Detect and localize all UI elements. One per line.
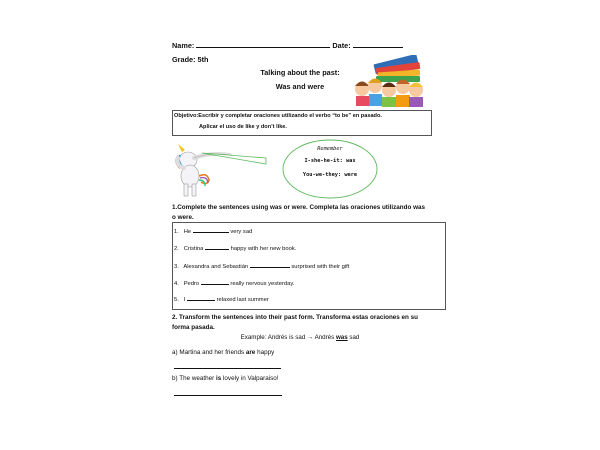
- sentence-start: I: [183, 297, 186, 303]
- item-b-start: b) The weather: [172, 375, 215, 382]
- example-original: Example: Andrés is sad: [240, 334, 306, 341]
- item-a-end: happy: [257, 349, 275, 356]
- name-blank[interactable]: [196, 40, 330, 48]
- exercise-1-instruction: 1.Complete the sentences using was or were. Completa las oraciones utilizando was o were.: [172, 204, 425, 221]
- grade-label: Grade: 5th: [172, 55, 209, 64]
- worksheet-title: Talking about the past:: [260, 68, 340, 77]
- kids-with-books-illustration: [352, 55, 432, 107]
- objective-text-2: Aplicar el uso de like y don’t like.: [199, 124, 287, 130]
- sentence-end: surprised with their gift: [291, 264, 350, 270]
- sentence-end: happy with her new book.: [230, 246, 297, 252]
- sentence-start: He: [183, 229, 192, 235]
- sentence-3: [174, 261, 349, 270]
- example-subject: Andrés: [314, 334, 335, 341]
- example-sentence: [172, 334, 428, 341]
- were-rule: You-we-they: were: [302, 172, 358, 178]
- answer-blank[interactable]: [201, 278, 229, 285]
- sentence-start: Pedro: [183, 281, 200, 287]
- sentence-end: relaxed last summer: [216, 297, 269, 303]
- sentence-4: [174, 278, 294, 287]
- answer-blank[interactable]: [205, 243, 229, 250]
- answer-blank[interactable]: [193, 226, 229, 233]
- objective-text: Objetivo:Escribir y completar oraciones utilizando el verbo “to be” en pasado.: [174, 113, 382, 119]
- name-date-line: [172, 40, 403, 50]
- transform-item-b: [172, 375, 279, 382]
- item-b-end: lovely in Valparaiso!: [223, 375, 279, 382]
- sentence-end: very sad: [230, 229, 253, 235]
- sentence-1: [174, 226, 252, 235]
- date-blank[interactable]: [353, 40, 403, 48]
- arrow-icon: →: [307, 334, 314, 341]
- item-a-start: a) Martina and her friends: [172, 349, 245, 356]
- sentence-number: 3.: [174, 264, 179, 270]
- answer-line-b[interactable]: [174, 395, 282, 396]
- sentence-end: really nervous yesterday.: [230, 281, 295, 287]
- was-rule: I-she-he-it: was: [304, 158, 356, 164]
- remember-title: Remember: [317, 146, 343, 152]
- sentence-start: Cristina: [183, 246, 204, 252]
- sentence-number: 2.: [174, 246, 179, 252]
- answer-blank[interactable]: [187, 294, 215, 301]
- sentence-number: 5.: [174, 297, 179, 303]
- sentence-number: 1.: [174, 229, 179, 235]
- date-label: Date:: [332, 41, 351, 50]
- example-verb: was: [335, 334, 348, 341]
- worksheet-subtitle: Was and were: [275, 82, 325, 91]
- transform-item-a: [172, 349, 274, 356]
- item-b-verb: is: [216, 375, 222, 382]
- example-rest: sad: [349, 334, 360, 341]
- answer-blank[interactable]: [250, 261, 290, 268]
- sentence-5: [174, 294, 269, 303]
- sentence-number: 4.: [174, 281, 179, 287]
- answer-line-a[interactable]: [174, 368, 281, 369]
- name-label: Name:: [172, 41, 195, 50]
- sentence-2: [174, 243, 296, 252]
- sentence-start: Alexandra and Sebastián: [183, 264, 249, 270]
- item-a-verb: are: [245, 349, 256, 356]
- exercise-2-instruction: 2. Transform the sentences into their past form. Transforma estas oraciones en su forma pasada.: [172, 314, 419, 331]
